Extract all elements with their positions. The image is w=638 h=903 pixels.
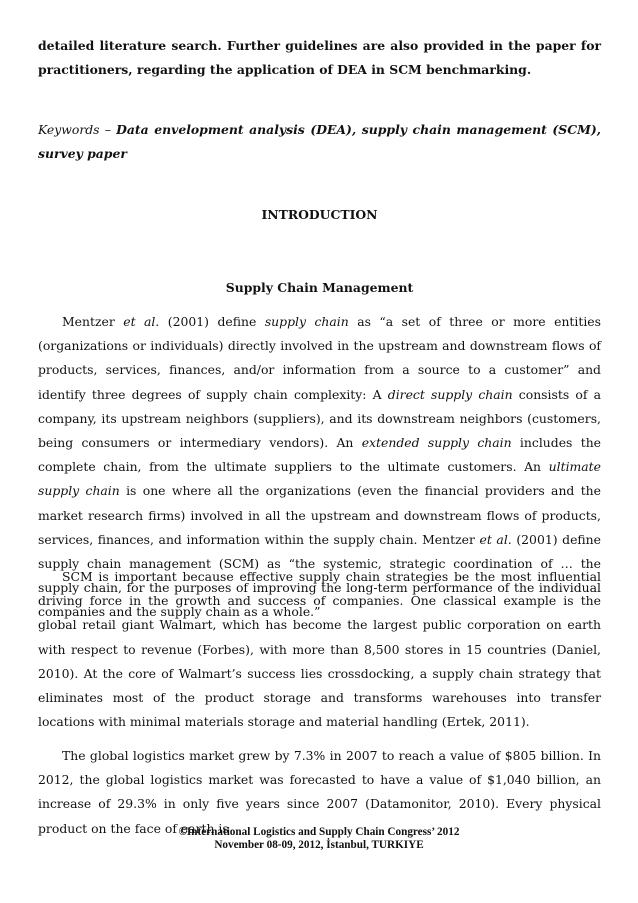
subsection-heading: Supply Chain Management (225, 280, 414, 295)
footer-line-1: ©International Logistics and Supply Chain Congress’ 2012 (178, 826, 460, 838)
text-run: as “a set of three or more entities (organizations or individuals) directly involved in the upstream and downstream flows of products, services, finances, and/or information from a source to a customer” and identify three degrees of supply chain complexity: A (38, 314, 601, 402)
footer (0, 826, 638, 852)
text-run: includes the complete chain, from the ultimate suppliers to the ultimate customers. An (38, 435, 602, 475)
text-run: . (2001) define supply chain management (SCM) as “the systemic, strategic coordination of … the supply chain, for the purposes of improving the long-term performance of the individual companies and the supply chain as a whole.” (38, 531, 601, 620)
text-run-italic: extended supply chain (361, 435, 512, 451)
text-run-italic: supply chain (264, 314, 349, 329)
text-run-italic: et al (123, 314, 156, 329)
text-run-italic: direct supply chain (387, 386, 513, 402)
text-run: . (2001) define (155, 314, 265, 329)
paragraph-2: SCM is important because effective supply chain strategies be the most influential driving force in the growth and success of companies. One classical example is the global retail giant Walmart, which has become the largest public corporation on earth with respect to revenue (Forbes), with more than 8,500 stores in 15 countries (Daniel, 2010). At the core of Walmart’s success lies crossdocking, a supply chain strategy that eliminates most of the product storage and transforms warehouses into transfer locations with minimal materials storage and material handling (Ertek, 2011). (38, 569, 601, 730)
footer-line-2: November 08-09, 2012, İstanbul, TURKIYE (214, 839, 424, 851)
keywords (38, 118, 601, 166)
keywords-label: Keywords (38, 122, 100, 137)
text-run-italic: et al (479, 531, 508, 547)
text-run: consists of a company, its upstream neighbors (suppliers), and its downstream neighbors (customers, being consumers or intermediary vendors). An (38, 386, 601, 451)
text-run: is one where all the organizations (even the financial providers and the market research firms) involved in all the upstream and downstream flows of products, services, finances, and information within the supply chain. Mentzer (38, 483, 601, 547)
text-run-italic: ultimate supply chain (38, 459, 601, 499)
text-run: Mentzer (62, 314, 124, 329)
abstract-tail: detailed literature search. Further guidelines are also provided in the paper for practitioners, regarding the application of DEA in SCM benchmarking. (38, 38, 601, 78)
paragraph-3: The global logistics market grew by 7.3% in 2007 to reach a value of $805 billion. In 2012, the global logistics market was forecasted to have a value of $1,040 billion, an increase of 29.3% in only five years since 2007 (Datamonitor, 2010). Every physical product on the face of earth is (38, 748, 601, 836)
keywords-dash: – (99, 122, 117, 137)
keywords-text: Data envelopment analysis (DEA), supply chain management (SCM), survey paper (38, 122, 601, 162)
section-heading: INTRODUCTION (261, 207, 378, 222)
